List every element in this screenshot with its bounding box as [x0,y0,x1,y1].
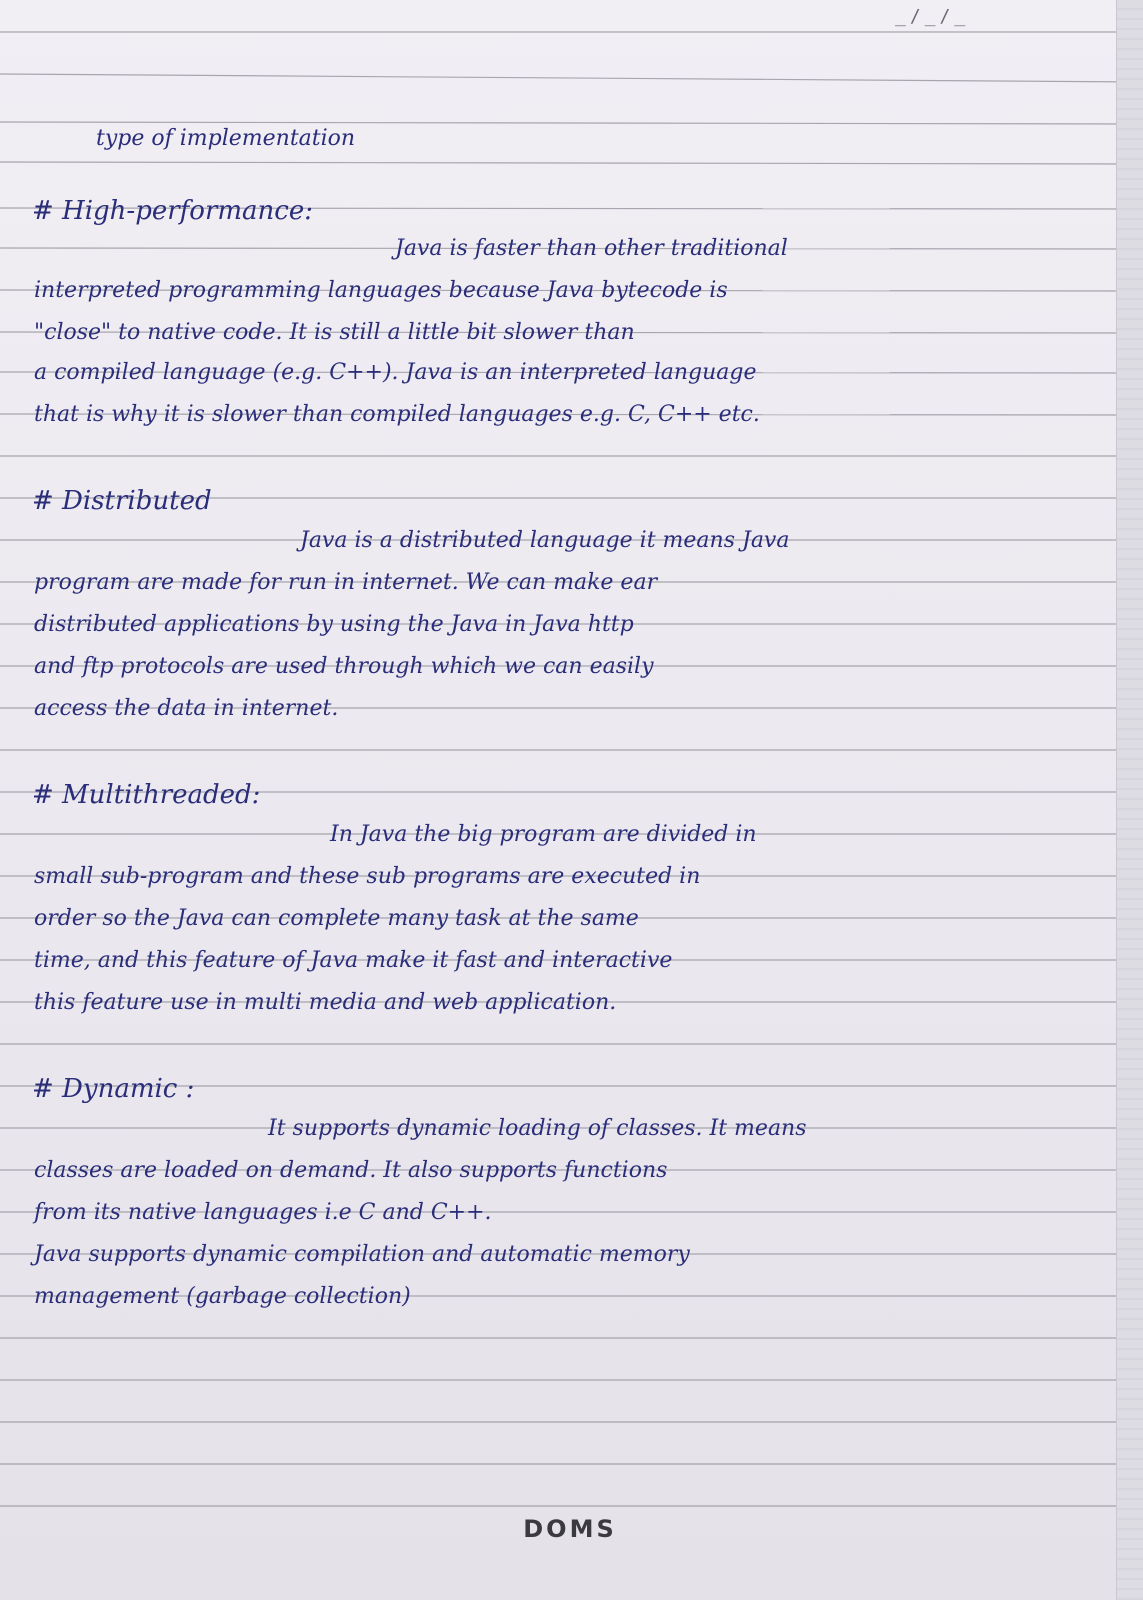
heading-high-performance: # High-performance: [32,196,313,226]
brand-logo: DOMS [523,1515,617,1543]
text-line: interpreted programming languages because Java bytecode is [34,278,728,303]
text-line: It supports dynamic loading of classes. It means [268,1116,807,1141]
text-line: classes are loaded on demand. It also supports functions [34,1158,668,1183]
date-field: _/_/_ [895,6,970,27]
text-line: "close" to native code. It is still a little bit slower than [34,320,635,345]
page-edge [1116,0,1143,1600]
text-line: distributed applications by using the Java in Java http [34,612,634,637]
text-line: a compiled language (e.g. C++). Java is an interpreted language [34,360,757,385]
heading-dynamic: # Dynamic : [32,1074,195,1104]
text-line: Java is faster than other traditional [395,236,788,261]
text-line: time, and this feature of Java make it fast and interactive [34,948,673,973]
text-line: program are made for run in internet. We can make ear [34,570,658,595]
text-line: and ftp protocols are used through which we can easily [34,654,654,679]
text-line: order so the Java can complete many task at the same [34,906,639,931]
text-line: In Java the big program are divided in [330,822,757,847]
heading-distributed: # Distributed [32,486,212,516]
text-line: small sub-program and these sub programs are executed in [34,864,701,889]
text-line: access the data in internet. [34,696,339,721]
text-line: Java is a distributed language it means Java [300,528,790,553]
text-line: this feature use in multi media and web application. [34,990,617,1015]
heading-multithreaded: # Multithreaded: [32,780,261,810]
text-line: that is why it is slower than compiled languages e.g. C, C++ etc. [34,402,760,427]
text-line: Java supports dynamic compilation and automatic memory [34,1242,690,1267]
text-line: management (garbage collection) [34,1284,411,1309]
intro-line: type of implementation [96,126,356,151]
text-line: from its native languages i.e C and C++. [34,1200,492,1225]
